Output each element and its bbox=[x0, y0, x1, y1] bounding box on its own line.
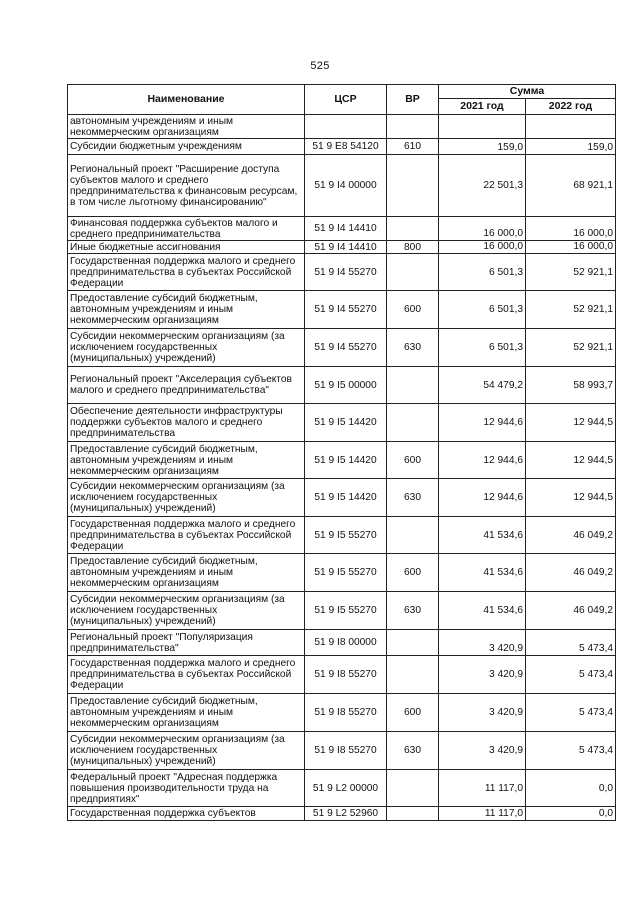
row-name-cell: Государственная поддержка малого и среднего предпринимательства в субъектах Российской Федерации bbox=[68, 254, 305, 291]
header-2022: 2022 год bbox=[526, 99, 616, 115]
row-name-cell: Предоставление субсидий бюджетным, автономным учреждениям и иным некоммерческим организациям bbox=[68, 694, 305, 732]
row-sum-2022-cell: 46 049,2 bbox=[526, 517, 616, 554]
row-sum-2022-cell bbox=[526, 115, 616, 139]
row-vr-cell: 630 bbox=[387, 592, 439, 630]
row-vr-cell bbox=[387, 115, 439, 139]
table-row bbox=[68, 694, 616, 732]
row-vr-cell: 600 bbox=[387, 694, 439, 732]
row-csr-cell: 51 9 L2 00000 bbox=[305, 770, 387, 807]
row-sum-2021-cell: 3 420,9 bbox=[439, 656, 526, 694]
table-body bbox=[68, 115, 616, 821]
table-row bbox=[68, 367, 616, 404]
row-name-cell: Субсидии некоммерческим организациям (за исключением государственных (муниципальных) учреждений) bbox=[68, 592, 305, 630]
row-name-cell: Предоставление субсидий бюджетным, автономным учреждениям и иным некоммерческим организациям bbox=[68, 554, 305, 592]
row-csr-cell: 51 9 L2 52960 bbox=[305, 807, 387, 821]
row-name-cell: Предоставление субсидий бюджетным, автономным учреждениям и иным некоммерческим организациям bbox=[68, 442, 305, 479]
row-csr-cell: 51 9 I5 14420 bbox=[305, 442, 387, 479]
row-sum-2021-cell: 6 501,3 bbox=[439, 254, 526, 291]
row-sum-2021-cell: 11 117,0 bbox=[439, 807, 526, 821]
row-sum-2021-cell: 3 420,9 bbox=[439, 732, 526, 770]
row-vr-cell: 600 bbox=[387, 291, 439, 329]
row-vr-cell: 630 bbox=[387, 732, 439, 770]
row-sum-2022-cell: 52 921,1 bbox=[526, 254, 616, 291]
table-row bbox=[68, 807, 616, 821]
row-sum-2021-cell: 41 534,6 bbox=[439, 554, 526, 592]
table-row bbox=[68, 592, 616, 630]
row-sum-2022-cell: 46 049,2 bbox=[526, 592, 616, 630]
row-name-cell: Государственная поддержка субъектов bbox=[68, 807, 305, 821]
row-name-cell: Предоставление субсидий бюджетным, автономным учреждениям и иным некоммерческим организациям bbox=[68, 291, 305, 329]
row-vr-cell: 610 bbox=[387, 139, 439, 155]
row-vr-cell: 630 bbox=[387, 479, 439, 517]
table-row bbox=[68, 442, 616, 479]
row-vr-cell bbox=[387, 217, 439, 241]
row-name-cell: Государственная поддержка малого и среднего предпринимательства в субъектах Российской Федерации bbox=[68, 517, 305, 554]
header-name: Наименование bbox=[68, 85, 305, 115]
row-sum-2021-cell: 41 534,6 bbox=[439, 592, 526, 630]
row-csr-cell: 51 9 I8 55270 bbox=[305, 694, 387, 732]
row-csr-cell: 51 9 I5 55270 bbox=[305, 554, 387, 592]
row-sum-2022-cell: 12 944,5 bbox=[526, 442, 616, 479]
row-csr-cell: 51 9 I4 55270 bbox=[305, 329, 387, 367]
row-csr-cell: 51 9 I5 14420 bbox=[305, 479, 387, 517]
header-vr: ВР bbox=[387, 85, 439, 115]
row-csr-cell: 51 9 I5 14420 bbox=[305, 404, 387, 442]
row-vr-cell bbox=[387, 404, 439, 442]
table-row bbox=[68, 404, 616, 442]
row-vr-cell bbox=[387, 254, 439, 291]
row-name-cell: автономным учреждениям и иным некоммерческим организациям bbox=[68, 115, 305, 139]
header-2021: 2021 год bbox=[439, 99, 526, 115]
row-csr-cell: 51 9 I8 55270 bbox=[305, 656, 387, 694]
row-csr-cell: 51 9 I4 55270 bbox=[305, 291, 387, 329]
row-sum-2021-cell: 6 501,3 bbox=[439, 291, 526, 329]
header-csr: ЦСР bbox=[305, 85, 387, 115]
budget-table bbox=[67, 84, 616, 821]
row-csr-cell: 51 9 I4 14410 bbox=[305, 217, 387, 241]
row-name-cell: Субсидии некоммерческим организациям (за исключением государственных (муниципальных) учреждений) bbox=[68, 732, 305, 770]
row-sum-2021-cell: 54 479,2 bbox=[439, 367, 526, 404]
row-sum-2022-cell: 68 921,1 bbox=[526, 155, 616, 217]
row-name-cell: Региональный проект "Расширение доступа субъектов малого и среднего предпринимательства к финансовым ресурсам, в том числе льготному финансированию" bbox=[68, 155, 305, 217]
table-row bbox=[68, 732, 616, 770]
header-sum: Сумма bbox=[439, 85, 616, 99]
row-sum-2022-cell: 5 473,4 bbox=[526, 656, 616, 694]
row-name-cell: Субсидии некоммерческим организациям (за исключением государственных (муниципальных) учреждений) bbox=[68, 479, 305, 517]
table-row bbox=[68, 770, 616, 807]
row-name-cell: Федеральный проект "Адресная поддержка повышения производительности труда на предприятиях" bbox=[68, 770, 305, 807]
row-name-cell: Иные бюджетные ассигнования bbox=[68, 241, 305, 254]
row-sum-2022-cell: 5 473,4 bbox=[526, 694, 616, 732]
row-vr-cell bbox=[387, 656, 439, 694]
row-csr-cell: 51 9 I4 00000 bbox=[305, 155, 387, 217]
table-row bbox=[68, 139, 616, 155]
table-row bbox=[68, 479, 616, 517]
row-name-cell: Региональный проект "Популяризация предпринимательства" bbox=[68, 630, 305, 656]
row-sum-2022-cell: 52 921,1 bbox=[526, 329, 616, 367]
row-sum-2021-cell: 12 944,6 bbox=[439, 479, 526, 517]
table-row bbox=[68, 115, 616, 139]
row-sum-2021-cell: 16 000,0 bbox=[439, 241, 526, 254]
row-sum-2021-cell: 16 000,0 bbox=[439, 217, 526, 241]
row-sum-2021-cell: 11 117,0 bbox=[439, 770, 526, 807]
row-sum-2021-cell: 22 501,3 bbox=[439, 155, 526, 217]
row-csr-cell: 51 9 I5 55270 bbox=[305, 517, 387, 554]
table-row bbox=[68, 554, 616, 592]
row-sum-2022-cell: 16 000,0 bbox=[526, 217, 616, 241]
table-row bbox=[68, 241, 616, 254]
row-sum-2022-cell: 159,0 bbox=[526, 139, 616, 155]
row-sum-2021-cell: 3 420,9 bbox=[439, 630, 526, 656]
row-sum-2021-cell: 41 534,6 bbox=[439, 517, 526, 554]
row-name-cell: Субсидии некоммерческим организациям (за исключением государственных (муниципальных) учреждений) bbox=[68, 329, 305, 367]
row-sum-2021-cell bbox=[439, 115, 526, 139]
row-sum-2021-cell: 6 501,3 bbox=[439, 329, 526, 367]
row-vr-cell bbox=[387, 155, 439, 217]
row-csr-cell: 51 9 I5 00000 bbox=[305, 367, 387, 404]
row-sum-2021-cell: 12 944,6 bbox=[439, 442, 526, 479]
row-vr-cell bbox=[387, 517, 439, 554]
row-vr-cell: 600 bbox=[387, 442, 439, 479]
row-csr-cell: 51 9 I8 55270 bbox=[305, 732, 387, 770]
table-row bbox=[68, 656, 616, 694]
row-name-cell: Обеспечение деятельности инфраструктуры поддержки субъектов малого и среднего предпринимательства bbox=[68, 404, 305, 442]
row-name-cell: Субсидии бюджетным учреждениям bbox=[68, 139, 305, 155]
table-row bbox=[68, 517, 616, 554]
row-vr-cell bbox=[387, 367, 439, 404]
row-csr-cell bbox=[305, 115, 387, 139]
table-row bbox=[68, 291, 616, 329]
page-number: 525 bbox=[310, 60, 330, 72]
row-sum-2022-cell: 0,0 bbox=[526, 807, 616, 821]
row-csr-cell: 51 9 I4 14410 bbox=[305, 241, 387, 254]
row-csr-cell: 51 9 I8 00000 bbox=[305, 630, 387, 656]
row-name-cell: Финансовая поддержка субъектов малого и среднего предпринимательства bbox=[68, 217, 305, 241]
row-sum-2021-cell: 3 420,9 bbox=[439, 694, 526, 732]
row-sum-2022-cell: 46 049,2 bbox=[526, 554, 616, 592]
row-sum-2022-cell: 52 921,1 bbox=[526, 291, 616, 329]
row-sum-2021-cell: 159,0 bbox=[439, 139, 526, 155]
row-sum-2022-cell: 0,0 bbox=[526, 770, 616, 807]
table-row bbox=[68, 630, 616, 656]
row-name-cell: Государственная поддержка малого и среднего предпринимательства в субъектах Российской Федерации bbox=[68, 656, 305, 694]
row-csr-cell: 51 9 E8 54120 bbox=[305, 139, 387, 155]
table-row bbox=[68, 254, 616, 291]
table-row bbox=[68, 217, 616, 241]
row-vr-cell bbox=[387, 770, 439, 807]
table-row bbox=[68, 155, 616, 217]
row-sum-2022-cell: 16 000,0 bbox=[526, 241, 616, 254]
row-vr-cell: 800 bbox=[387, 241, 439, 254]
row-csr-cell: 51 9 I5 55270 bbox=[305, 592, 387, 630]
row-sum-2022-cell: 5 473,4 bbox=[526, 732, 616, 770]
row-vr-cell: 630 bbox=[387, 329, 439, 367]
row-csr-cell: 51 9 I4 55270 bbox=[305, 254, 387, 291]
row-sum-2021-cell: 12 944,6 bbox=[439, 404, 526, 442]
row-vr-cell bbox=[387, 807, 439, 821]
row-sum-2022-cell: 5 473,4 bbox=[526, 630, 616, 656]
row-name-cell: Региональный проект "Акселерация субъектов малого и среднего предпринимательства" bbox=[68, 367, 305, 404]
row-sum-2022-cell: 12 944,5 bbox=[526, 479, 616, 517]
row-vr-cell: 600 bbox=[387, 554, 439, 592]
row-sum-2022-cell: 12 944,5 bbox=[526, 404, 616, 442]
row-sum-2022-cell: 58 993,7 bbox=[526, 367, 616, 404]
table-row bbox=[68, 329, 616, 367]
row-vr-cell bbox=[387, 630, 439, 656]
